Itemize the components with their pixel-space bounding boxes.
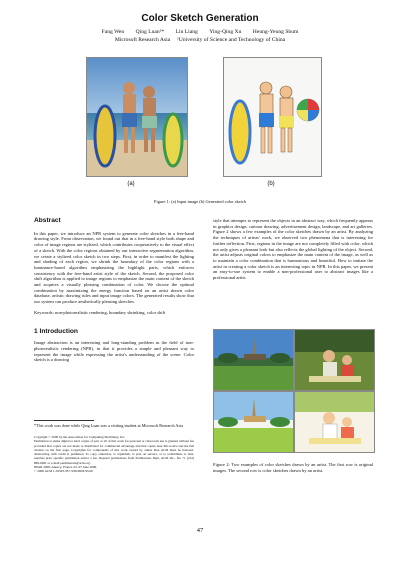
right-column-text: style that attempts to represent the objects in an abstract way, which frequently appears in graphics design, cartoon drawing, advertisement design, landscape, and art galleries. Figure 2 shows a few examples of the color sketches drawn by an artist. By analyzing the techniques of artists' work, we observed two phenomena that is interesting for further reflection. First, regions in the image are not completely filled with color, which not only gives a pleasant look but also reflects the global lighting of the object. Second, the artist adjusts original colors to emphasize the main content of the image, as well as to maintain a color combination that is harmonious and beautiful. How to imitate the artist in creating a color sketch is an interesting topic in NPR. In this paper, we present an easy-to-use system to enable a non-professional user to abstract images like a professional artist. (213, 218, 373, 281)
left-column (34, 218, 194, 363)
copyright-line: Copyright © 2006 by the Association for Computing Machinery, Inc. (34, 435, 126, 439)
figure1-label-b: (b) (267, 181, 275, 187)
figure1-caption: Figure 1: (a) Input image (b) Generated color sketch (154, 199, 246, 204)
figure1-input-photo (86, 57, 188, 177)
introduction-text: Image abstraction is an interesting and long-standing problem in the field of non-photorealistic rendering (NPR), in that it provides a simple and pleasant way to represent the image while expressing the artist's understanding of the scene. Color sketch is a drawing (34, 340, 194, 363)
affiliations: Microsoft Research Asia ¹University of Science and Technology of China (114, 37, 286, 43)
paper-title: Color Sketch Generation (141, 13, 259, 24)
landscape-sketch-image (214, 392, 293, 452)
beach-photo-image (87, 58, 187, 176)
author-name: Heung-Yeung Shum (252, 29, 299, 35)
figure2-landscape-sketch (213, 391, 294, 453)
figure2-children-photo (294, 329, 375, 391)
figure1-label-a: (a) (127, 181, 135, 187)
footnote-rule (34, 420, 94, 421)
landscape-photo-image (214, 330, 293, 390)
abstract-text: In this paper, we introduce an NPR system to generate color sketches in a free-hand drawing style. From observation, we found out that in a free-hand style both shape and color of image regions are stylized, which contributes cooperatively to the visual effect of a sketch. With the color regions obtained by our interactive segmentation algorithm, we create a stylized color sketch in two steps. First, in order to manifest the lighting and shading of each region, we shrink the boundary of the color regions with a luminance-based algorithm emphasizing the highlight parts, which enforces consistency with the free-hand artist style of the sketch. Second, the proposed color shift algorithm is applied to image regions to emphasize the main content of the sketch and acquires a visually pleasing combination of color. We choose the optimal combination by maximizing the energy function based on an artist drawn color database, artistic drawing rules and input image colors. The generated results show that our system can produce aesthetically pleasing sketches. (34, 230, 194, 305)
conference-line: NPAR 2006, Annecy, France, 05–07 June 2006. (34, 465, 98, 470)
abstract-heading: Abstract (34, 217, 61, 224)
author-name: Qing Luan¹* (135, 29, 165, 35)
author-name: Ying-Qing Xu (209, 29, 242, 35)
author-list (0, 29, 400, 36)
children-photo-image (295, 330, 374, 390)
copyright-permission: Permission to make digital or hard copies of part or all of this work for personal or classroom use is granted without fee provided that copies are not made or distributed for commercial advantage and that copies bear this notice and the full citation on the first page. Copyrights for components of this work owned by others than ACM must be honored. Abstracting with credit is permitted. To copy otherwise, to republish, to post on servers, or to redistribute to lists, requires prior specific permission and/or a fee. Request permissions from Permissions Dept, ACM Inc., fax +1 (212) 869-0481 or e-mail permissions@acm.org. (34, 439, 194, 465)
page-number: 47 (196, 527, 204, 534)
author-name: Lin Liang (175, 29, 198, 35)
acm-line: © 2006 ACM 1-59593-357-3/06/0006 $5.00 (34, 469, 93, 474)
copyright-notice (34, 435, 194, 474)
keywords: Keywords: non-photorealistic rendering, boundary shrinking, color shift (34, 309, 166, 315)
color-sketch-image (224, 58, 321, 176)
footnote: *This work was done while Qing Luan was a visiting student at Microsoft Research Asia (34, 423, 184, 428)
figure2-landscape-photo (213, 329, 294, 391)
introduction-heading: 1 Introduction (34, 327, 78, 335)
children-sketch-image (295, 392, 374, 452)
figure1-sketch (223, 57, 322, 177)
figure2-caption: Figure 2: Two examples of color sketches drawn by an artist. The first row is original images. The second row is color sketches drawn by an artist. (213, 462, 373, 473)
figure2-children-sketch (294, 391, 375, 453)
author-name: Fang Wen (101, 29, 125, 35)
